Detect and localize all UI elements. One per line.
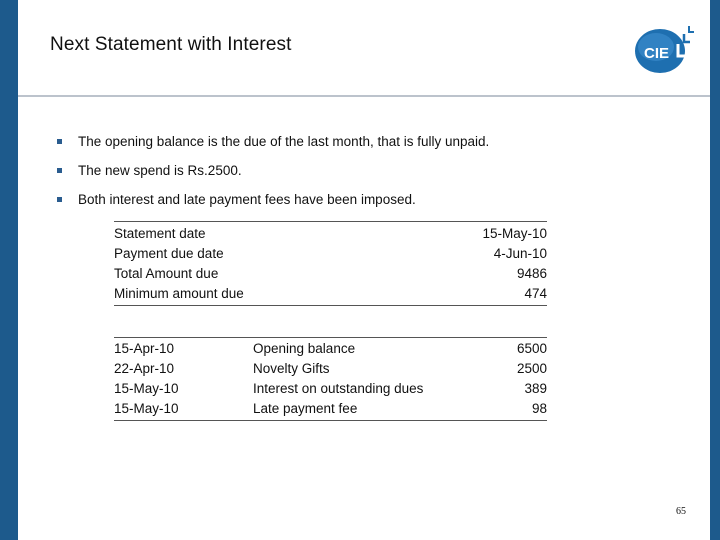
bullet-item	[57, 191, 489, 220]
transaction-date: 15-May-10	[114, 401, 179, 416]
right-accent-bar	[710, 0, 720, 540]
table-row	[114, 284, 547, 304]
summary-label: Payment due date	[114, 246, 224, 261]
transactions-table	[114, 337, 547, 421]
table-row	[114, 264, 547, 284]
square-bullet-icon	[57, 139, 62, 144]
transaction-amount: 98	[531, 401, 547, 416]
summary-value: 4-Jun-10	[493, 246, 547, 261]
transaction-amount: 6500	[516, 341, 547, 356]
table-row	[114, 379, 547, 399]
transaction-amount: 2500	[516, 361, 547, 376]
transaction-date: 22-Apr-10	[114, 361, 175, 376]
table-row	[114, 339, 547, 359]
bullet-text: The opening balance is the due of the last month, that is fully unpaid.	[78, 134, 490, 149]
bullet-item	[57, 162, 489, 191]
bullet-text: Both interest and late payment fees have been imposed.	[78, 192, 416, 207]
statement-summary-table	[114, 221, 547, 306]
bullet-item	[57, 133, 489, 162]
table-row	[114, 359, 547, 379]
slide-title: Next Statement with Interest	[50, 34, 292, 55]
square-bullet-icon	[57, 197, 62, 202]
bullet-text: The new spend is Rs.2500.	[78, 163, 242, 178]
page-number: 65	[676, 506, 686, 517]
svg-text:CIE: CIE	[644, 45, 670, 62]
transaction-date: 15-May-10	[114, 381, 179, 396]
transaction-description: Late payment fee	[253, 401, 358, 416]
table-row	[114, 224, 547, 244]
table-row	[114, 399, 547, 419]
transaction-date: 15-Apr-10	[114, 341, 175, 356]
header-divider	[18, 95, 710, 97]
summary-label: Minimum amount due	[114, 286, 244, 301]
transaction-description: Interest on outstanding dues	[253, 381, 424, 396]
summary-label: Statement date	[114, 226, 206, 241]
transaction-description: Opening balance	[253, 341, 356, 356]
left-accent-bar	[0, 0, 18, 540]
summary-value: 474	[524, 286, 547, 301]
table-row	[114, 244, 547, 264]
square-bullet-icon	[57, 168, 62, 173]
summary-label: Total Amount due	[114, 266, 219, 281]
ciel-logo-icon	[634, 20, 696, 78]
summary-value: 15-May-10	[482, 226, 547, 241]
transaction-description: Novelty Gifts	[253, 361, 330, 376]
summary-value: 9486	[516, 266, 547, 281]
bullet-list	[57, 133, 489, 220]
transaction-amount: 389	[524, 381, 547, 396]
